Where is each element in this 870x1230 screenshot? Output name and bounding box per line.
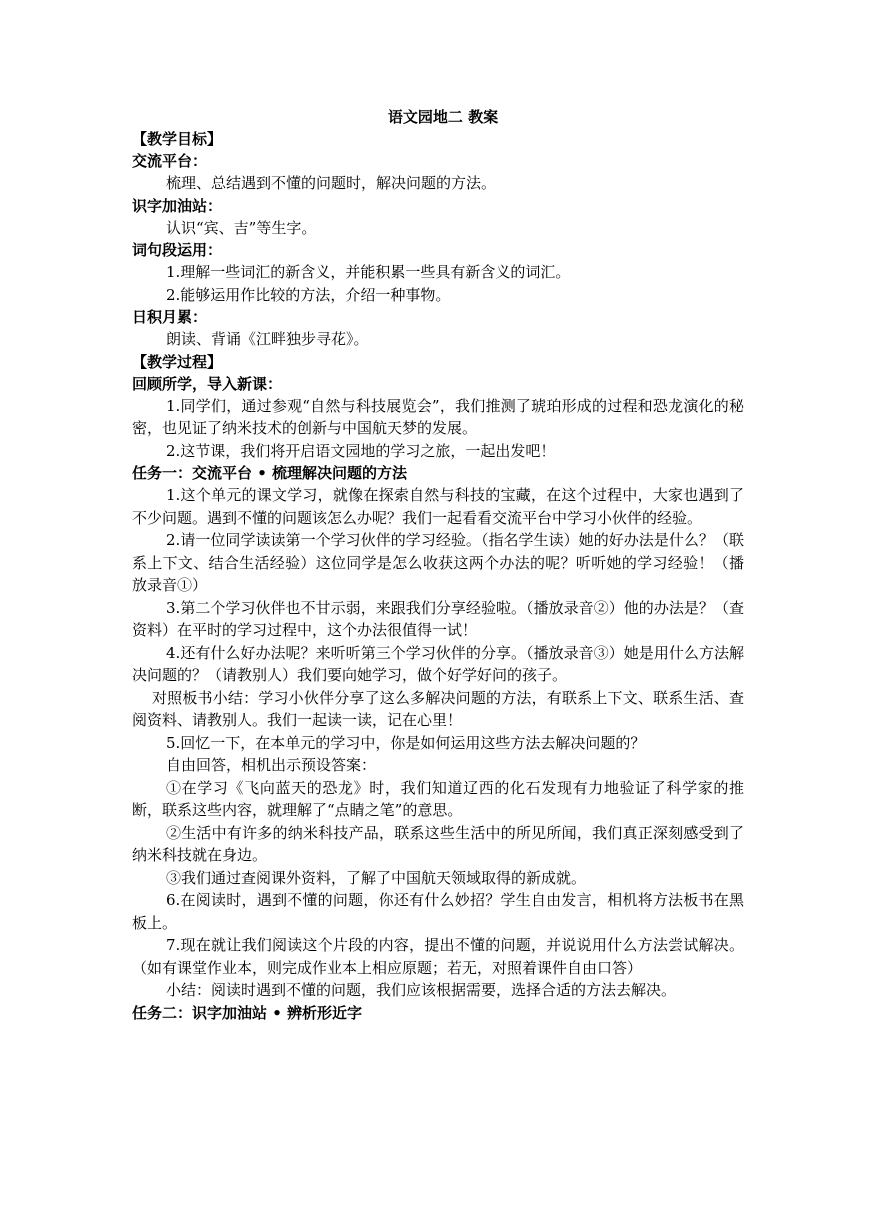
paragraph: 4.还有什么好办法呢？来听听第三个学习伙伴的分享。（播放录音③）她是用什么方法解决问题的？（请教别人）我们要向她学习，做个好学好问的孩子。 [132, 643, 744, 684]
section-header-process: 【教学过程】 [132, 352, 223, 371]
subheading-shizi: 识字加油站： [132, 196, 223, 215]
paragraph-conclusion: 小结：阅读时遇到不懂的问题，我们应该根据需要，选择合适的方法去解决。 [166, 981, 677, 999]
subheading-jiaoliu: 交流平台： [132, 152, 208, 170]
paragraph: 自由回答，相机出示预设答案： [166, 756, 377, 774]
subheading-review: 回顾所学，导入新课： [132, 374, 283, 393]
paragraph-summary: 对照板书小结：学习小伙伴分享了这么多解决问题的方法，有联系上下文、联系生活、查阅资料、请教别人。我们一起读一读，记在心里！ [132, 688, 744, 729]
paragraph: 3.第二个学习伙伴也不甘示弱，来跟我们分享经验啦。（播放录音②）他的办法是？（查资料）在平时的学习过程中，这个办法很值得一试！ [132, 598, 744, 639]
subheading-riji: 日积月累： [132, 308, 208, 326]
paragraph-answer: ②生活中有许多的纳米科技产品，联系这些生活中的所见所闻，我们真正深刻感受到了纳米科技就在身边。 [132, 823, 744, 864]
paragraph-answer: ①在学习《飞向蓝天的恐龙》时，我们知道辽西的化石发现有力地验证了科学家的推断，联系这些内容，就理解了“点睛之笔”的意思。 [132, 778, 744, 819]
document-body [132, 106, 744, 1024]
subheading-ciju: 词句段运用： [132, 241, 223, 259]
paragraph: 7.现在就让我们阅读这个片段的内容，提出不懂的问题，并说说用什么方法尝试解决。（如有课堂作业本，则完成作业本上相应原题；若无，对照着课件自由口答） [132, 936, 744, 977]
paragraph: 2.能够运用作比较的方法，介绍一种事物。 [166, 285, 451, 304]
subheading-task2: 任务二：识字加油站 • 辨析形近字 [132, 1003, 363, 1022]
paragraph: 1.同学们，通过参观“自然与科技展览会”，我们推测了琥珀形成的过程和恐龙演化的秘密，也见证了纳米技术的创新与中国航天梦的发展。 [132, 396, 744, 437]
paragraph: 2.请一位同学读读第一个学习伙伴的学习经验。（指名学生读）她的好办法是什么？（联系上下文、结合生活经验）这位同学是怎么收获这两个办法的呢？听听她的学习经验！（播放录音①） [132, 531, 744, 594]
section-header-objectives: 【教学目标】 [132, 130, 223, 148]
paragraph: 朗读、背诵《江畔独步寻花》。 [166, 330, 369, 348]
paragraph-answer: ③我们通过查阅课外资料，了解了中国航天领域取得的新成就。 [166, 868, 587, 887]
paragraph: 6.在阅读时，遇到不懂的问题，你还有什么妙招？学生自由发言，相机将方法板书在黑板上。 [132, 891, 744, 932]
paragraph: 1.理解一些词汇的新含义，并能积累一些具有新含义的词汇。 [166, 263, 571, 281]
paragraph: 1.这个单元的课文学习，就像在探索自然与科技的宝藏，在这个过程中，大家也遇到了不少问题。遇到不懂的问题该怎么办呢？我们一起看看交流平台中学习小伙伴的经验。 [132, 486, 744, 527]
paragraph: 认识“宾、吉”等生字。 [166, 218, 317, 237]
paragraph: 5.回忆一下，在本单元的学习中，你是如何运用这些方法去解决问题的？ [166, 733, 646, 752]
document-title: 语文园地二 教案 [387, 108, 499, 126]
paragraph: 2.这节课，我们将开启语文园地的学习之旅，一起出发吧！ [166, 441, 556, 460]
paragraph: 梳理、总结遇到不懂的问题时，解决问题的方法。 [166, 174, 497, 192]
subheading-task1: 任务一：交流平台 • 梳理解决问题的方法 [132, 464, 408, 482]
